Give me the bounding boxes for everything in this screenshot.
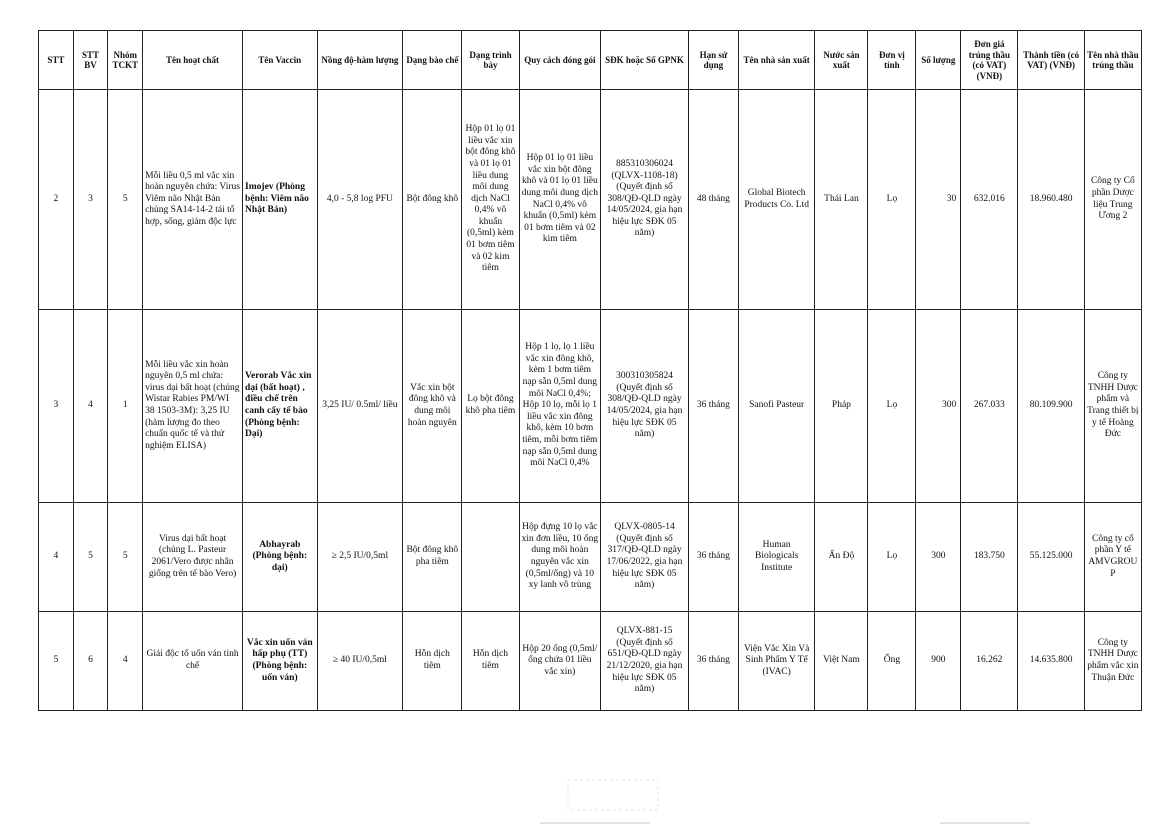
cell-nhom: 4 — [108, 612, 143, 711]
cell-sdk: 885310306024 (QLVX-1108-18) (Quyết định số 308/QĐ-QLD ngày 14/05/2024, gia hạn hiệu lực SĐK 05 năm) — [601, 90, 689, 310]
cell-quy-cach: Hộp 01 lọ 01 liều vắc xin bột đông khô và 01 lọ 01 liều dung môi dung dịch NaCl 0,4% vô khuẩn (0,5ml) kèm 01 bơm tiêm và 02 kim tiêm — [519, 90, 601, 310]
cell-don-gia: 183.750 — [961, 503, 1018, 612]
cell-nhom: 5 — [108, 503, 143, 612]
cell-dang-trinh-bay: Hỗn dịch tiêm — [462, 612, 519, 711]
col-header: Tên nhà thầu trúng thầu — [1084, 31, 1141, 90]
col-header: Số lượng — [916, 31, 961, 90]
cell-nong-do: 4,0 - 5,8 log PFU — [317, 90, 403, 310]
cell-don-vi: Lọ — [868, 310, 916, 503]
cell-so-luong: 300 — [916, 503, 961, 612]
col-header: SĐK hoặc Số GPNK — [601, 31, 689, 90]
cell-nong-do: ≥ 40 IU/0,5ml — [317, 612, 403, 711]
cell-nong-do: ≥ 2,5 IU/0,5ml — [317, 503, 403, 612]
cell-don-gia: 267.033 — [961, 310, 1018, 503]
col-header: Nhóm TCKT — [108, 31, 143, 90]
col-header: Quy cách đóng gói — [519, 31, 601, 90]
cell-stt-bv: 4 — [73, 310, 108, 503]
col-header: Tên Vaccin — [243, 31, 317, 90]
cell-so-luong: 30 — [916, 90, 961, 310]
col-header: Nước sản xuất — [815, 31, 868, 90]
cell-stt-bv: 6 — [73, 612, 108, 711]
col-header: STT BV — [73, 31, 108, 90]
cell-don-vi: Lọ — [868, 503, 916, 612]
col-header: Tên hoạt chất — [143, 31, 243, 90]
col-header: Dạng bào chế — [403, 31, 462, 90]
cell-nhom: 5 — [108, 90, 143, 310]
vaccine-tender-table — [38, 30, 1142, 711]
col-header: Hạn sử dụng — [688, 31, 738, 90]
cell-nha-san-xuat: Sanofi Pasteur — [738, 310, 815, 503]
table-row — [39, 612, 1142, 711]
cell-so-luong: 300 — [916, 310, 961, 503]
cell-thanh-tien: 55.125.000 — [1018, 503, 1084, 612]
col-header: Thành tiền (có VAT) (VNĐ) — [1018, 31, 1084, 90]
cell-vaccin: Verorab Vắc xin dại (bất hoạt) , điều chế trên canh cấy tế bào (Phòng bệnh: Dại) — [243, 310, 317, 503]
cell-nuoc-san-xuat: Pháp — [815, 310, 868, 503]
cell-vaccin: Abhayrab (Phòng bệnh: dại) — [243, 503, 317, 612]
cell-don-vi: Ống — [868, 612, 916, 711]
cell-dang-trinh-bay: Lọ bột đông khô pha tiêm — [462, 310, 519, 503]
faint-stamp-mark — [548, 776, 678, 816]
cell-han-su-dung: 36 tháng — [688, 612, 738, 711]
cell-han-su-dung: 36 tháng — [688, 503, 738, 612]
cell-nha-thau: Công ty cổ phần Y tế AMVGROUP — [1084, 503, 1141, 612]
cell-sdk: 300310305824 (Quyết định số 308/QĐ-QLD ngày 14/05/2024, gia hạn hiệu lực SĐK 05 năm) — [601, 310, 689, 503]
cell-dang-trinh-bay — [462, 503, 519, 612]
cell-han-su-dung: 36 tháng — [688, 310, 738, 503]
cell-don-vi: Lọ — [868, 90, 916, 310]
col-header: STT — [39, 31, 74, 90]
cell-nha-san-xuat: Viện Vắc Xin Và Sinh Phẩm Y Tế (IVAC) — [738, 612, 815, 711]
cell-nuoc-san-xuat: Thái Lan — [815, 90, 868, 310]
cell-nong-do: 3,25 IU/ 0.5ml/ liều — [317, 310, 403, 503]
cell-stt: 5 — [39, 612, 74, 711]
cell-don-gia: 632.016 — [961, 90, 1018, 310]
table-row — [39, 90, 1142, 310]
col-header: Đơn vị tính — [868, 31, 916, 90]
col-header: Dạng trình bày — [462, 31, 519, 90]
col-header: Tên nhà sản xuất — [738, 31, 815, 90]
cell-dang-trinh-bay: Hộp 01 lọ 01 liều vắc xin bột đông khô và 01 lọ 01 liều dung môi dung dịch NaCl 0,4% vô khuẩn (0,5ml) kèm 01 bơm tiêm và 02 kim tiêm — [462, 90, 519, 310]
cell-hoat-chat: Virus dại bất hoạt (chủng L. Pasteur 2061/Vero được nhân giống trên tế bào Vero) — [143, 503, 243, 612]
cell-sdk: QLVX-881-15 (Quyết định số 651/QĐ-QLD ngày 21/12/2020, gia hạn hiệu lực SĐK 05 năm) — [601, 612, 689, 711]
cell-stt: 2 — [39, 90, 74, 310]
cell-nuoc-san-xuat: Việt Nam — [815, 612, 868, 711]
cell-nha-thau: Công ty TNHH Dược phẩm vắc xin Thuận Đức — [1084, 612, 1141, 711]
cell-quy-cach: Hộp 1 lọ, lọ 1 liều vắc xin đông khô, kèm 1 bơm tiêm nạp sẵn 0,5ml dung môi NaCl 0,4%; Hộp 10 lọ, mỗi lọ 1 liều vắc xin đông khô, kèm 10 bơm tiêm, mỗi bơm tiêm nạp sẵn 0,5ml dung môi NaCl 0,4% — [519, 310, 601, 503]
cell-hoat-chat: Mỗi liều 0,5 ml vắc xin hoàn nguyên chứa: Virus Viêm não Nhật Bản chủng SA14-14-2 tái tổ hợp, sống, giảm độc lực — [143, 90, 243, 310]
cell-nhom: 1 — [108, 310, 143, 503]
cell-stt-bv: 3 — [73, 90, 108, 310]
cell-han-su-dung: 48 tháng — [688, 90, 738, 310]
cell-nha-san-xuat: Human Biologicals Institute — [738, 503, 815, 612]
header-row — [39, 31, 1142, 90]
cell-quy-cach: Hộp đựng 10 lọ vắc xin đơn liều, 10 ống dung môi hoàn nguyên vắc xin (0,5ml/ống) và 10 xy lanh vô trùng — [519, 503, 601, 612]
cell-dang-bao-che: Vắc xin bột đông khô và dung môi hoàn nguyên — [403, 310, 462, 503]
faint-footer-line — [940, 822, 1030, 824]
cell-dang-bao-che: Bột đông khô — [403, 90, 462, 310]
cell-hoat-chat: Mỗi liều vắc xin hoàn nguyên 0,5 ml chứa: virus dại bất hoạt (chủng Wistar Rabies PM/WI 38 1503-3M): 3,25 IU (hàm lượng đo theo chuẩn quốc tế và thử nghiệm ELISA) — [143, 310, 243, 503]
col-header: Đơn giá trúng thầu (có VAT) (VNĐ) — [961, 31, 1018, 90]
cell-don-gia: 16.262 — [961, 612, 1018, 711]
col-header: Nồng độ-hàm lượng — [317, 31, 403, 90]
cell-vaccin: Vắc xin uốn ván hấp phụ (TT) (Phòng bệnh: uốn ván) — [243, 612, 317, 711]
cell-nha-thau: Công ty TNHH Dược phẩm và Trang thiết bị y tế Hoàng Đức — [1084, 310, 1141, 503]
cell-dang-bao-che: Bột đông khô pha tiêm — [403, 503, 462, 612]
cell-stt-bv: 5 — [73, 503, 108, 612]
cell-nha-san-xuat: Global Biotech Products Co. Ltd — [738, 90, 815, 310]
cell-vaccin: Imojev (Phòng bệnh: Viêm não Nhật Bản) — [243, 90, 317, 310]
cell-hoat-chat: Giải độc tố uốn ván tinh chế — [143, 612, 243, 711]
cell-quy-cach: Hộp 20 ống (0,5ml/ống chứa 01 liều vắc xin) — [519, 612, 601, 711]
cell-stt: 3 — [39, 310, 74, 503]
cell-nha-thau: Công ty Cổ phần Dược liệu Trung Ương 2 — [1084, 90, 1141, 310]
cell-sdk: QLVX-0805-14 (Quyết định số 317/QĐ-QLD ngày 17/06/2022, gia hạn hiệu lực SĐK 05 năm) — [601, 503, 689, 612]
cell-nuoc-san-xuat: Ấn Độ — [815, 503, 868, 612]
cell-thanh-tien: 14.635.800 — [1018, 612, 1084, 711]
cell-thanh-tien: 18.960.480 — [1018, 90, 1084, 310]
table-row — [39, 310, 1142, 503]
cell-thanh-tien: 80.109.900 — [1018, 310, 1084, 503]
cell-dang-bao-che: Hỗn dịch tiêm — [403, 612, 462, 711]
cell-so-luong: 900 — [916, 612, 961, 711]
faint-footer-line — [540, 822, 650, 824]
table-row — [39, 503, 1142, 612]
cell-stt: 4 — [39, 503, 74, 612]
